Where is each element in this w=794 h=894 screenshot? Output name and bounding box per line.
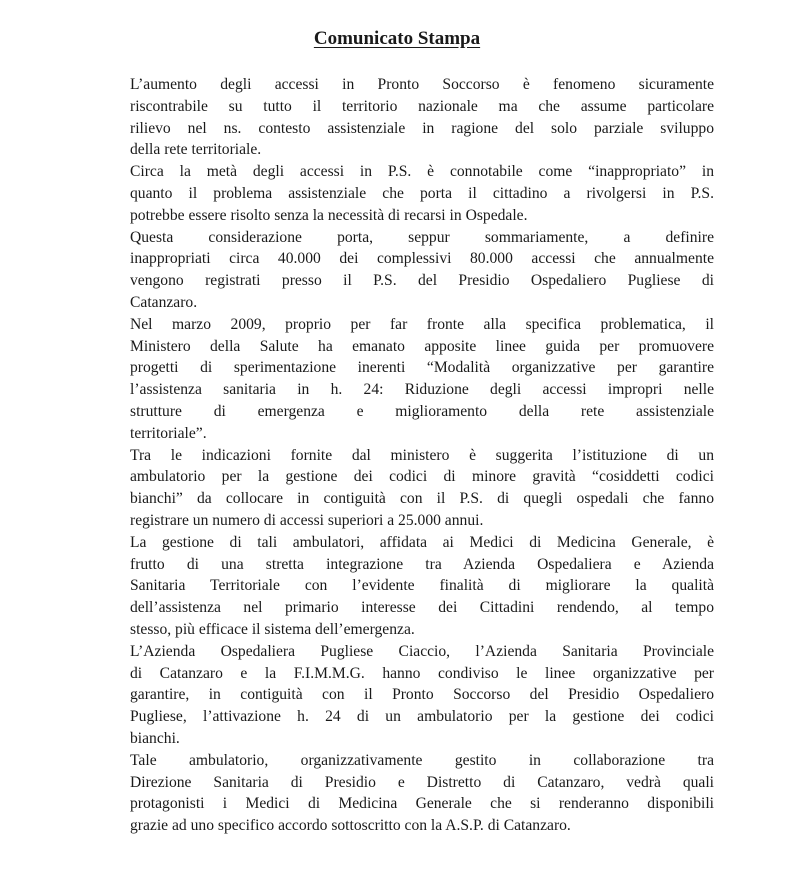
text-line: bianchi” da collocare in contiguità con il P.S. di quegli ospedali che fanno xyxy=(130,490,714,508)
text-line: stesso, più efficace il sistema dell’emergenza. xyxy=(130,620,415,638)
paragraph xyxy=(130,227,714,314)
document-body xyxy=(130,74,714,837)
text-line: grazie ad uno specifico accordo sottoscritto con la A.S.P. di Catanzaro. xyxy=(130,817,571,835)
page-title-text: Comunicato Stampa xyxy=(313,28,481,49)
text-line: bianchi. xyxy=(130,729,180,747)
paragraph xyxy=(130,532,714,641)
paragraph xyxy=(130,161,714,226)
text-line: territoriale”. xyxy=(130,424,207,442)
text-line: l’assistenza sanitaria in h. 24: Riduzione degli accessi impropri nelle xyxy=(130,381,714,399)
text-line: inappropriati circa 40.000 dei complessivi 80.000 accessi che annualmente xyxy=(130,250,714,268)
text-line: quanto il problema assistenziale che porta il cittadino a rivolgersi in P.S. xyxy=(130,184,714,202)
text-line: Direzione Sanitaria di Presidio e Distretto di Catanzaro, vedrà quali xyxy=(130,773,714,791)
text-line: Tale ambulatorio, organizzativamente gestito in collaborazione tra xyxy=(130,751,714,769)
text-line: potrebbe essere risolto senza la necessità di recarsi in Ospedale. xyxy=(130,206,528,224)
paragraph xyxy=(130,641,714,750)
page-title xyxy=(0,26,794,52)
paragraph xyxy=(130,445,714,532)
text-line: riscontrabile su tutto il territorio nazionale ma che assume particolare xyxy=(130,97,714,115)
text-line: Pugliese, l’attivazione h. 24 di un ambulatorio per la gestione dei codici xyxy=(130,708,714,726)
text-line: progetti di sperimentazione inerenti “Modalità organizzative per garantire xyxy=(130,359,714,377)
paragraph xyxy=(130,314,714,445)
text-line: Sanitaria Territoriale con l’evidente finalità di migliorare la qualità xyxy=(130,577,714,595)
paragraph xyxy=(130,750,714,837)
text-line: L’Azienda Ospedaliera Pugliese Ciaccio, l’Azienda Sanitaria Provinciale xyxy=(130,642,714,660)
text-line: protagonisti i Medici di Medicina Generale che si renderanno disponibili xyxy=(130,795,714,813)
text-line: vengono registrati presso il P.S. del Presidio Ospedaliero Pugliese di xyxy=(130,272,714,290)
text-line: ambulatorio per la gestione dei codici di minore gravità “cosiddetti codici xyxy=(130,468,714,486)
text-line: garantire, in contiguità con il Pronto Soccorso del Presidio Ospedaliero xyxy=(130,686,714,704)
text-line: La gestione di tali ambulatori, affidata ai Medici di Medicina Generale, è xyxy=(130,533,714,551)
text-line: rilievo nel ns. contesto assistenziale in ragione del solo parziale sviluppo xyxy=(130,119,714,137)
text-line: Nel marzo 2009, proprio per far fronte alla specifica problematica, il xyxy=(130,315,714,333)
text-line: Catanzaro. xyxy=(130,293,198,311)
text-line: L’aumento degli accessi in Pronto Soccorso è fenomeno sicuramente xyxy=(130,76,714,93)
text-line: Tra le indicazioni fornite dal ministero è suggerita l’istituzione di un xyxy=(130,446,714,464)
text-line: di Catanzaro e la F.I.M.M.G. hanno condiviso le linee organizzative per xyxy=(130,664,714,682)
text-line: registrare un numero di accessi superiori a 25.000 annui. xyxy=(130,511,484,529)
text-line: della rete territoriale. xyxy=(130,141,262,159)
text-line: Questa considerazione porta, seppur sommariamente, a definire xyxy=(130,228,714,246)
text-line: strutture di emergenza e miglioramento della rete assistenziale xyxy=(130,402,714,420)
text-line: dell’assistenza nel primario interesse dei Cittadini rendendo, al tempo xyxy=(130,599,714,617)
text-line: Circa la metà degli accessi in P.S. è connotabile come “inappropriato” in xyxy=(130,163,714,181)
text-line: frutto di una stretta integrazione tra Azienda Ospedaliera e Azienda xyxy=(130,555,714,573)
paragraph xyxy=(130,74,714,161)
text-line: Ministero della Salute ha emanato apposite linee guida per promuovere xyxy=(130,337,714,355)
